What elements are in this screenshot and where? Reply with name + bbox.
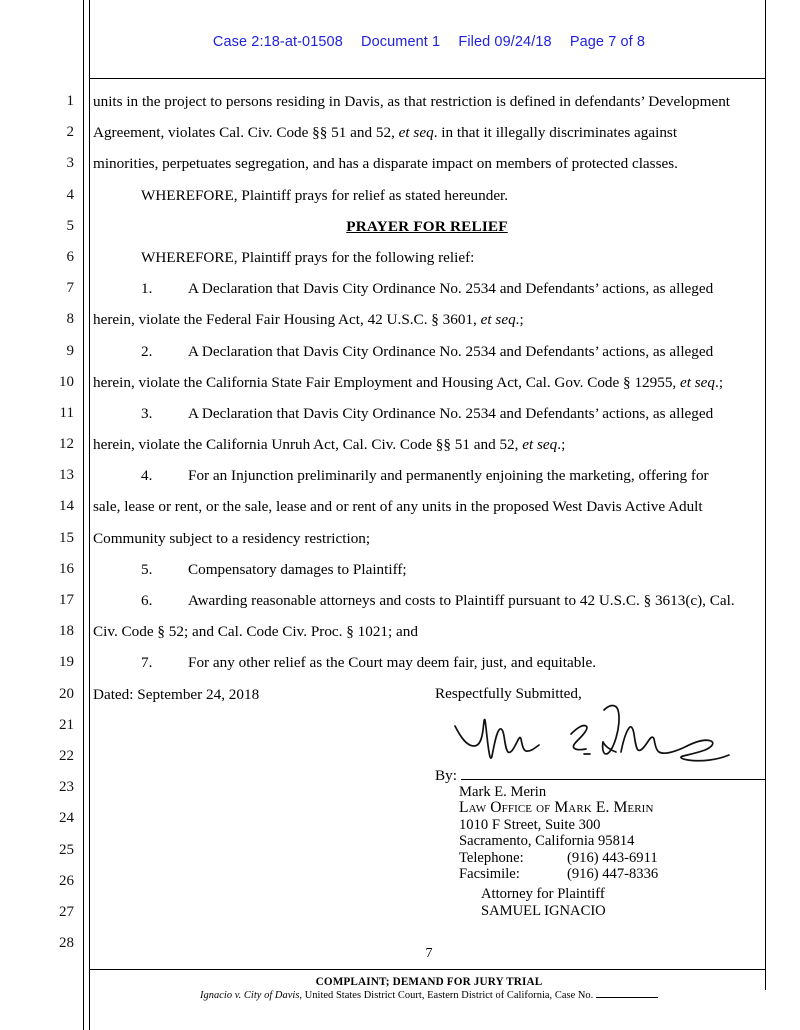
line-number: 7 xyxy=(66,280,74,297)
relief-item xyxy=(93,273,761,304)
item-number: 4. xyxy=(141,467,153,485)
relief-item-cont xyxy=(93,367,761,398)
text-run: .; xyxy=(715,373,724,391)
relief-item xyxy=(93,336,761,367)
text-run: Agreement, violates Cal. Civ. Code §§ 51 and 52, xyxy=(93,124,399,142)
firm-name: Law Office of Mark E. Merin xyxy=(459,799,654,817)
relief-item xyxy=(93,647,761,678)
by-label: By: xyxy=(435,767,457,784)
relief-item-cont xyxy=(93,304,761,335)
relief-item-cont: sale, lease or rent, or the sale, lease and or rent of any units in the proposed West Davis Active Adult xyxy=(93,498,703,516)
text-run: herein, violate the Federal Fair Housing Act, 42 U.S.C. § 3601, xyxy=(93,311,481,329)
footer-caption xyxy=(95,989,763,1003)
line-number-gutter xyxy=(0,86,74,959)
section-heading xyxy=(93,211,761,242)
italic-citation: et seq xyxy=(680,373,716,391)
item-number: 6. xyxy=(141,592,153,609)
ecf-case-number: Case 2:18-at-01508 xyxy=(212,34,343,50)
line-number: 14 xyxy=(59,498,74,515)
text-run: herein, violate the California State Fair Employment and Housing Act, Cal. Gov. Code § 12955, xyxy=(93,373,681,391)
footer-divider xyxy=(90,969,766,970)
italic-citation: et seq xyxy=(522,436,558,454)
body-line: minorities, perpetuates segregation, and has a disparate impact on members of protected classes. xyxy=(93,155,678,173)
case-name-italic: Ignacio v. City of Davis xyxy=(200,990,300,1001)
document-body xyxy=(93,86,761,710)
telephone-label: Telephone: xyxy=(459,849,524,866)
body-line: WHEREFORE, Plaintiff prays for relief as stated hereunder. xyxy=(141,186,509,204)
ecf-header-stamp xyxy=(95,34,763,50)
relief-item-cont: Community subject to a residency restriction; xyxy=(93,529,371,547)
line-number: 10 xyxy=(59,373,74,390)
firm-city-state-zip: Sacramento, California 95814 xyxy=(459,833,635,850)
item-text: A Declaration that Davis City Ordinance No. 2534 and Defendants’ actions, as alleged xyxy=(188,404,714,422)
page-number: 7 xyxy=(425,946,433,961)
line-number: 8 xyxy=(66,311,74,328)
line-number: 16 xyxy=(59,560,74,577)
attorney-name: Mark E. Merin xyxy=(459,784,547,800)
dated-line: Dated: September 24, 2018 xyxy=(93,685,260,703)
line-number: 23 xyxy=(59,779,74,796)
item-text: A Declaration that Davis City Ordinance No. 2534 and Defendants’ actions, as alleged xyxy=(188,280,714,298)
line-number: 19 xyxy=(59,654,74,671)
telephone-value: (916) 443-6911 xyxy=(567,849,658,866)
section-heading-text: PRAYER FOR RELIEF xyxy=(346,217,508,235)
item-text: For any other relief as the Court may deem fair, just, and equitable. xyxy=(188,654,597,672)
line-number: 15 xyxy=(59,529,74,546)
item-text: For an Injunction preliminarily and permanently enjoining the marketing, offering for xyxy=(188,467,709,485)
item-text: A Declaration that Davis City Ordinance No. 2534 and Defendants’ actions, as alleged xyxy=(188,342,714,360)
italic-citation: et seq xyxy=(398,124,434,142)
by-row xyxy=(435,766,765,785)
firm-address: 1010 F Street, Suite 300 xyxy=(459,816,601,833)
text-run: herein, violate the California Unruh Act, Cal. Civ. Code §§ 51 and 52, xyxy=(93,436,523,454)
attorney-for-label: Attorney for Plaintiff xyxy=(481,886,605,902)
item-number: 7. xyxy=(141,654,153,672)
line-number: 6 xyxy=(66,248,74,265)
relief-item-cont: Civ. Code § 52; and Cal. Code Civ. Proc. § 1021; and xyxy=(93,623,418,641)
body-line: WHEREFORE, Plaintiff prays for the following relief: xyxy=(141,248,475,266)
attorney-for-block xyxy=(481,886,771,920)
line-number: 4 xyxy=(66,186,74,203)
line-number: 22 xyxy=(59,747,74,764)
ecf-filed-date: Filed 09/24/18 xyxy=(458,34,552,50)
italic-citation: et seq xyxy=(480,311,516,329)
facsimile-row xyxy=(459,866,765,882)
item-number: 3. xyxy=(141,404,153,422)
line-number: 1 xyxy=(66,93,74,109)
line-number: 12 xyxy=(59,436,74,453)
line-number: 26 xyxy=(59,872,74,889)
text-run: . in that it illegally discriminates against xyxy=(433,124,678,142)
facsimile-label: Facsimile: xyxy=(459,866,520,883)
line-number: 3 xyxy=(66,155,74,172)
line-number: 20 xyxy=(59,685,74,702)
line-number: 11 xyxy=(59,404,74,421)
facsimile-value: (916) 447-8336 xyxy=(567,866,659,883)
item-number: 5. xyxy=(141,560,153,578)
line-number: 21 xyxy=(59,716,74,733)
signature-line xyxy=(461,766,765,780)
line-number: 25 xyxy=(59,841,74,858)
body-line xyxy=(93,117,761,148)
relief-item xyxy=(93,460,761,491)
header-divider xyxy=(90,78,766,79)
line-number: 5 xyxy=(66,217,74,234)
item-text: Compensatory damages to Plaintiff; xyxy=(188,560,407,578)
body-line: units in the project to persons residing in Davis, as that restriction is defined in defendants’ Development xyxy=(93,93,731,110)
case-number-blank xyxy=(596,989,658,998)
line-number: 27 xyxy=(59,903,74,920)
ecf-page-indicator: Page 7 of 8 xyxy=(569,34,646,50)
text-run: .; xyxy=(557,436,566,454)
signature-block xyxy=(435,678,765,919)
pleading-rule-left-inner xyxy=(89,0,90,1030)
line-number: 28 xyxy=(59,935,74,952)
line-number: 18 xyxy=(59,623,74,640)
footer-title: COMPLAINT; DEMAND FOR JURY TRIAL xyxy=(315,976,543,988)
line-number: 17 xyxy=(59,592,74,608)
relief-item xyxy=(93,585,761,616)
pleading-rule-left-outer xyxy=(83,0,84,1030)
text-run: .; xyxy=(515,311,524,329)
line-number: 9 xyxy=(66,342,74,359)
item-number: 2. xyxy=(141,342,153,360)
ecf-document-number: Document 1 xyxy=(361,34,441,50)
case-court-text: , United States District Court, Eastern District of California, Case No. xyxy=(299,990,594,1001)
client-name: SAMUEL IGNACIO xyxy=(481,902,606,919)
line-number: 24 xyxy=(59,810,74,827)
signature-details xyxy=(459,784,765,882)
pleading-rule-right xyxy=(765,0,766,990)
relief-item-cont xyxy=(93,429,761,460)
footer xyxy=(95,975,763,1003)
telephone-row xyxy=(459,850,765,866)
relief-item xyxy=(93,398,761,429)
relief-item xyxy=(93,554,761,585)
item-text: Awarding reasonable attorneys and costs to Plaintiff pursuant to 42 U.S.C. § 3613(c), Cal. xyxy=(188,592,735,609)
respectfully-submitted: Respectfully Submitted, xyxy=(435,685,582,702)
line-number: 13 xyxy=(59,467,74,484)
line-number: 2 xyxy=(66,124,74,141)
item-number: 1. xyxy=(141,280,153,298)
